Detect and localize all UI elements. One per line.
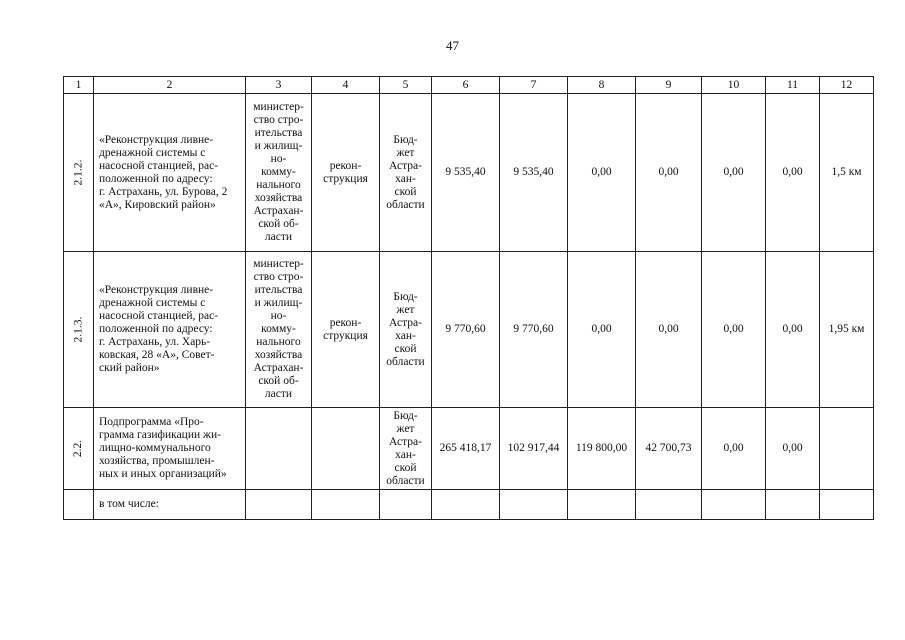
- row-number: 2.2.: [72, 439, 84, 458]
- value-cell: 9 535,40: [500, 94, 568, 252]
- column-header: 8: [568, 77, 636, 94]
- column-header: 7: [500, 77, 568, 94]
- program-table: [63, 76, 874, 520]
- measure-name-cell: [94, 490, 246, 520]
- column-header: 1: [64, 77, 94, 94]
- page-number: 47: [446, 38, 459, 53]
- work-type-cell: [312, 490, 380, 520]
- value-cell: [500, 490, 568, 520]
- value-cell: 0,00: [702, 408, 766, 490]
- funding-source: Бюд- жет Астра- хан- ской области: [386, 409, 425, 487]
- value-cell: 0,00: [766, 408, 820, 490]
- value-cell: [702, 490, 766, 520]
- value-cell: 9 770,60: [432, 252, 500, 408]
- column-header: 5: [380, 77, 432, 94]
- executor: министер- ство стро- ительства и жилищ- но- комму- нального хозяйства Астрахан- ской об- ласти: [253, 101, 304, 243]
- value-cell: 102 917,44: [500, 408, 568, 490]
- value-cell: 9 770,60: [500, 252, 568, 408]
- column-header: 12: [820, 77, 874, 94]
- funding-source: Бюд- жет Астра- хан- ской области: [386, 290, 425, 368]
- table-row: [64, 408, 874, 490]
- measure-name: «Реконструкция ливне- дренажной системы с насосной станцией, рас- положенной по адресу: г. Астрахань, ул. Харь- ковская, 28 «А», Совет- ский район»: [99, 284, 219, 374]
- row-number: 2.1.2.: [72, 159, 84, 186]
- work-type: рекон- струкция: [323, 159, 368, 185]
- funding-source-cell: [380, 490, 432, 520]
- value-cell: 0,00: [568, 252, 636, 408]
- executor-cell: [246, 252, 312, 408]
- measure-name-cell: [94, 252, 246, 408]
- value-cell: [568, 490, 636, 520]
- length-cell: 1,95 км: [820, 252, 874, 408]
- executor-cell: [246, 94, 312, 252]
- column-header: 9: [636, 77, 702, 94]
- column-numbers-row: [64, 77, 874, 94]
- measure-name: «Реконструкция ливне- дренажной системы с насосной станцией, рас- положенной по адресу: г. Астрахань, ул. Бурова, 2 «А», Кировский район»: [99, 133, 228, 211]
- row-number-cell: [64, 94, 94, 252]
- funding-source-cell: [380, 408, 432, 490]
- column-header: 3: [246, 77, 312, 94]
- value-cell: [766, 490, 820, 520]
- value-cell: 42 700,73: [636, 408, 702, 490]
- executor: министер- ство стро- ительства и жилищ- но- комму- нального хозяйства Астрахан- ской об- ласти: [253, 258, 304, 400]
- value-cell: 0,00: [766, 94, 820, 252]
- table-row: [64, 94, 874, 252]
- value-cell: 0,00: [636, 94, 702, 252]
- funding-source-cell: [380, 252, 432, 408]
- work-type: рекон- струкция: [323, 316, 368, 342]
- funding-source-cell: [380, 94, 432, 252]
- length-cell: [820, 408, 874, 490]
- value-cell: 0,00: [766, 252, 820, 408]
- length-cell: 1,5 км: [820, 94, 874, 252]
- table-row: [64, 490, 874, 520]
- column-header: 4: [312, 77, 380, 94]
- row-number-cell: [64, 490, 94, 520]
- table-row: [64, 252, 874, 408]
- value-cell: 265 418,17: [432, 408, 500, 490]
- measure-name: Подпрограмма «Про- грамма газификации жи- лищно-коммунального хозяйства, промышлен- ных и иных организаций»: [99, 416, 227, 480]
- value-cell: 0,00: [636, 252, 702, 408]
- executor-cell: [246, 490, 312, 520]
- value-cell: 0,00: [702, 252, 766, 408]
- measure-name-cell: [94, 94, 246, 252]
- value-cell: 9 535,40: [432, 94, 500, 252]
- work-type-cell: [312, 408, 380, 490]
- column-header: 10: [702, 77, 766, 94]
- measure-name: в том числе:: [99, 498, 159, 510]
- measure-name-cell: [94, 408, 246, 490]
- value-cell: 0,00: [702, 94, 766, 252]
- work-type-cell: [312, 94, 380, 252]
- length-cell: [820, 490, 874, 520]
- column-header: 6: [432, 77, 500, 94]
- funding-source: Бюд- жет Астра- хан- ской области: [386, 133, 425, 211]
- value-cell: 119 800,00: [568, 408, 636, 490]
- row-number-cell: [64, 252, 94, 408]
- row-number: 2.1.3.: [72, 316, 84, 343]
- row-number-cell: [64, 408, 94, 490]
- executor-cell: [246, 408, 312, 490]
- value-cell: 0,00: [568, 94, 636, 252]
- column-header: 2: [94, 77, 246, 94]
- column-header: 11: [766, 77, 820, 94]
- value-cell: [432, 490, 500, 520]
- value-cell: [636, 490, 702, 520]
- work-type-cell: [312, 252, 380, 408]
